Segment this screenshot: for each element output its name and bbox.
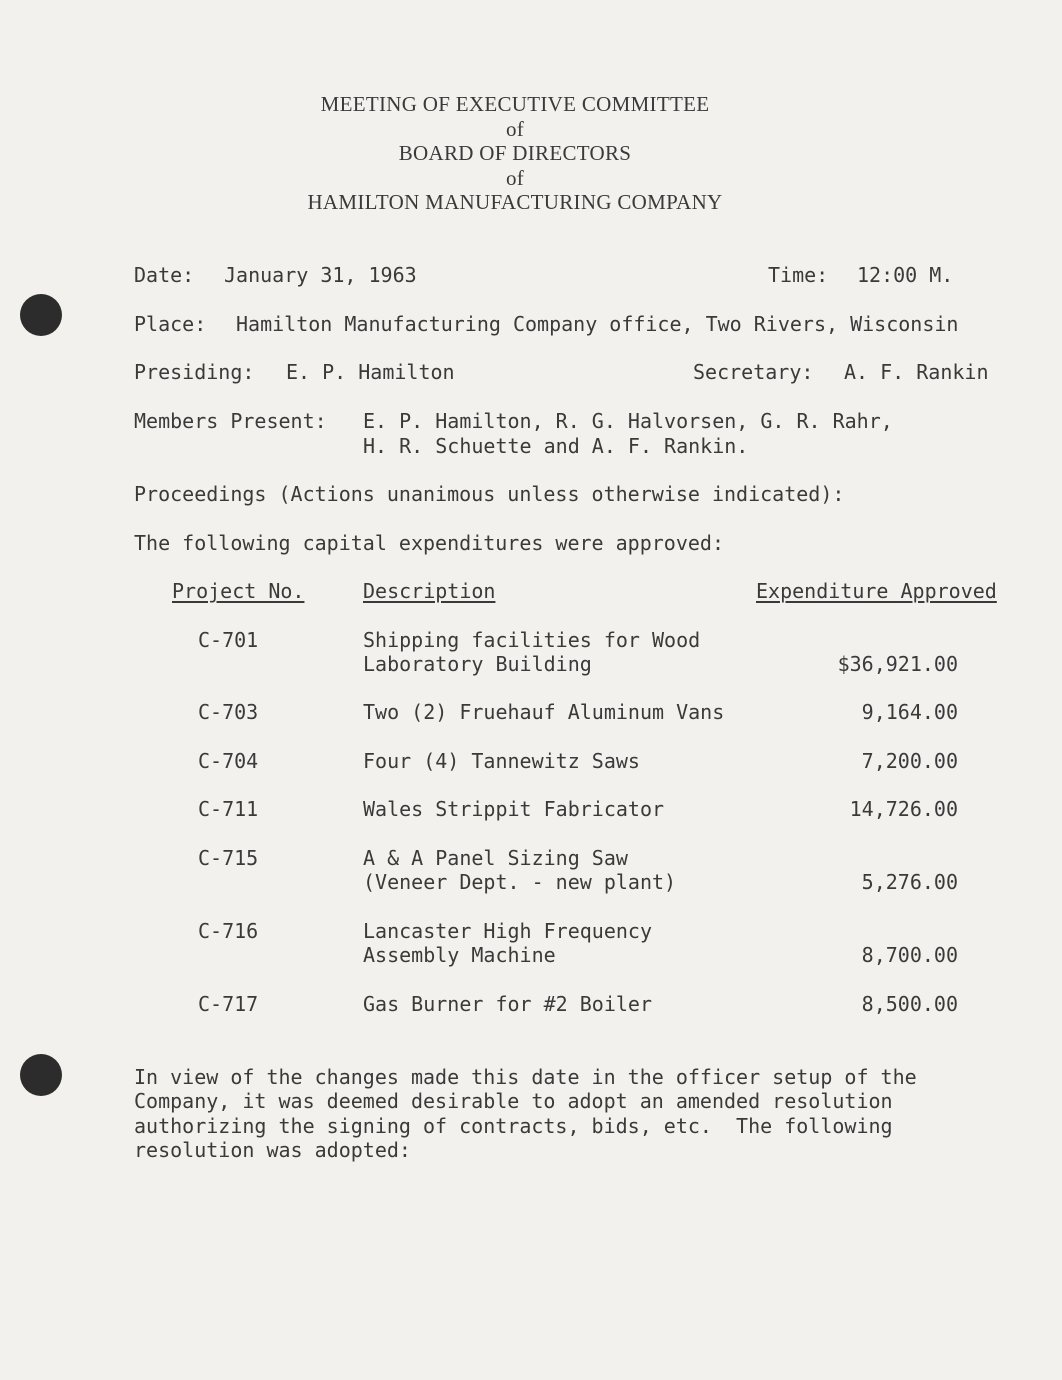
closing-paragraph-line: resolution was adopted: xyxy=(134,1138,411,1162)
row-project-no: C-715 xyxy=(198,846,259,870)
row-project-no: C-711 xyxy=(198,797,259,821)
proceedings-heading: Proceedings (Actions unanimous unless otherwise indicated): xyxy=(134,482,845,506)
title-line: of xyxy=(505,165,525,190)
row-project-no: C-703 xyxy=(198,700,259,724)
row-description: Lancaster High Frequency xyxy=(363,919,652,943)
row-description: Shipping facilities for Wood xyxy=(363,628,701,652)
row-description: Four (4) Tannewitz Saws xyxy=(363,749,640,773)
time-label: Time: xyxy=(768,263,829,287)
document-title xyxy=(0,92,1030,215)
place-label: Place: xyxy=(134,312,207,336)
row-description: Assembly Machine xyxy=(363,943,556,967)
row-amount: 14,726.00 xyxy=(849,797,958,821)
secretary-label: Secretary: xyxy=(693,360,814,384)
row-description: A & A Panel Sizing Saw xyxy=(363,846,628,870)
place-value: Hamilton Manufacturing Company office, Two Rivers, Wisconsin xyxy=(236,312,959,336)
title-line: BOARD OF DIRECTORS xyxy=(398,141,632,165)
time-value: 12:00 M. xyxy=(857,263,954,287)
header-description: Description xyxy=(363,579,496,603)
presiding-value: E. P. Hamilton xyxy=(286,360,455,384)
row-project-no: C-716 xyxy=(198,919,259,943)
members-line: H. R. Schuette and A. F. Rankin. xyxy=(363,434,749,458)
row-project-no: C-704 xyxy=(198,749,259,773)
row-description: Wales Strippit Fabricator xyxy=(363,797,665,821)
row-project-no: C-717 xyxy=(198,992,259,1016)
title-line: of xyxy=(505,116,525,141)
header-project-no: Project No. xyxy=(172,579,305,603)
row-description: (Veneer Dept. - new plant) xyxy=(363,870,677,894)
members-label: Members Present: xyxy=(134,409,327,433)
row-amount: $36,921.00 xyxy=(837,652,958,676)
secretary-value: A. F. Rankin xyxy=(844,360,989,384)
title-line: HAMILTON MANUFACTURING COMPANY xyxy=(307,190,723,214)
row-project-no: C-701 xyxy=(198,628,259,652)
closing-paragraph-line: In view of the changes made this date in the officer setup of the xyxy=(134,1065,917,1089)
title-line: MEETING OF EXECUTIVE COMMITTEE xyxy=(320,92,710,116)
expenditures-intro: The following capital expenditures were approved: xyxy=(134,531,725,555)
row-description: Two (2) Fruehauf Aluminum Vans xyxy=(363,700,725,724)
punch-hole-top xyxy=(20,294,62,336)
closing-paragraph-line: Company, it was deemed desirable to adopt an amended resolution xyxy=(134,1089,893,1113)
row-amount: 5,276.00 xyxy=(861,870,958,894)
row-amount: 7,200.00 xyxy=(861,749,958,773)
row-amount: 8,700.00 xyxy=(861,943,958,967)
header-expenditure: Expenditure Approved xyxy=(756,579,997,603)
punch-hole-bottom xyxy=(20,1054,62,1096)
presiding-label: Presiding: xyxy=(134,360,255,384)
closing-paragraph-line: authorizing the signing of contracts, bids, etc. The following xyxy=(134,1114,893,1138)
row-description: Gas Burner for #2 Boiler xyxy=(363,992,652,1016)
date-value: January 31, 1963 xyxy=(224,263,417,287)
row-amount: 8,500.00 xyxy=(861,992,958,1016)
date-label: Date: xyxy=(134,263,195,287)
members-line: E. P. Hamilton, R. G. Halvorsen, G. R. Rahr, xyxy=(363,409,893,433)
row-amount: 9,164.00 xyxy=(861,700,958,724)
row-description: Laboratory Building xyxy=(363,652,592,676)
